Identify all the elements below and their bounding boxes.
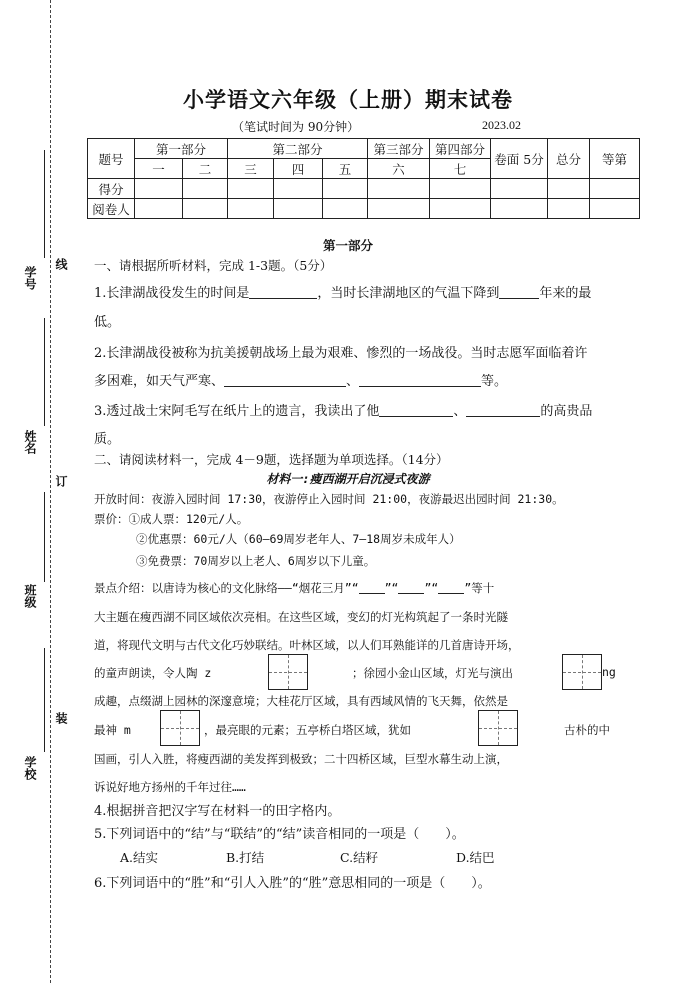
grader-row-label: 阅卷人	[88, 199, 135, 219]
class-field[interactable]	[44, 492, 45, 582]
exam-title: 小学语文六年级（上册）期末试卷	[183, 87, 513, 112]
score-cell[interactable]	[135, 179, 183, 199]
grader-cell[interactable]	[135, 199, 183, 219]
seal-mark: 装	[54, 712, 68, 724]
part-header-2: 第二部分	[228, 139, 368, 159]
character-grid-box[interactable]	[268, 654, 308, 690]
answer-blank[interactable]	[359, 579, 385, 594]
answer-blank[interactable]	[499, 284, 539, 299]
answer-blank[interactable]	[398, 579, 424, 594]
question-header-7: 七	[430, 159, 491, 179]
name-label: 姓名	[23, 430, 37, 454]
score-cell[interactable]	[590, 179, 640, 199]
bind-mark: 订	[54, 475, 68, 487]
part-header-1: 第一部分	[135, 139, 228, 159]
score-cell[interactable]	[323, 179, 368, 199]
q5-option-a[interactable]: A.结实	[120, 850, 159, 865]
intro-line-3: 道，将现代文明与古代文化巧妙联结。叶林区域，以人们耳熟能详的几首唐诗开场，	[94, 638, 520, 652]
intro-line-5: 成趣，点缀湖上园林的深邃意境；大桂花厅区域，具有西域风情的飞天舞，依然是	[94, 694, 508, 708]
grade-header: 等第	[590, 139, 640, 179]
answer-blank[interactable]	[249, 284, 317, 299]
grader-cell[interactable]	[548, 199, 590, 219]
question-4: 4.根据拼音把汉字写在材料一的田字格内。	[94, 804, 341, 819]
intro-line-7: 国画，引人入胜，将瘦西湖的美发挥到极致；二十四桥区域，巨型水幕生动上演，	[94, 752, 508, 766]
section1-instructions: 一、请根据所听材料，完成 1-3题。（5分）	[94, 258, 333, 273]
score-cell[interactable]	[183, 179, 228, 199]
ticket-free: ③免费票：70周岁以上老人、6周岁以下儿童。	[136, 554, 376, 568]
question-header-6: 六	[368, 159, 430, 179]
question-header-2: 二	[183, 159, 228, 179]
student-id-label: 学号	[23, 266, 37, 290]
question-6: 6.下列词语中的“胜”和“引人入胜”的“胜”意思相同的一项是（ ）。	[94, 876, 491, 891]
grader-cell[interactable]	[491, 199, 548, 219]
intro-line-6b: ，最亮眼的元素；五亭桥白塔区域，犹如	[204, 723, 411, 737]
name-field[interactable]	[44, 318, 45, 426]
intro-line-4b: ；徐园小金山区域，灯光与演出	[352, 666, 513, 680]
ticket-price: 票价：①成人票：120元/人。	[94, 512, 249, 526]
answer-blank[interactable]	[224, 372, 346, 387]
score-table	[87, 138, 640, 219]
part-header-3: 第三部分	[368, 139, 430, 159]
grader-cell[interactable]	[368, 199, 430, 219]
question-header-3: 三	[228, 159, 274, 179]
question-5: 5.下列词语中的“结”与“联结”的“结”读音相同的一项是（ ）。	[94, 827, 465, 842]
part-header-4: 第四部分	[430, 139, 491, 159]
intro-line-6a: 最神 m	[94, 723, 131, 737]
intro-line-4a: 的童声朗读，令人陶 z	[94, 666, 212, 680]
total-header: 总分	[548, 139, 590, 179]
question-3-cont: 质。	[94, 432, 121, 447]
question-2-cont: 多困难，如天气严寒、 、 等。	[94, 374, 508, 389]
class-label: 班级	[23, 584, 37, 608]
school-field[interactable]	[44, 648, 45, 752]
score-cell[interactable]	[430, 179, 491, 199]
answer-blank[interactable]	[466, 402, 540, 417]
grader-cell[interactable]	[274, 199, 323, 219]
section2-instructions: 二、请阅读材料一，完成 4－9题，选择题为单项选择。（14分）	[94, 452, 449, 467]
intro-line-2: 大主题在瘦西湖不同区域依次亮相。在这些区域，变幻的灯光构筑起了一条时光隧	[94, 610, 508, 624]
neatness-header: 卷面 5分	[491, 139, 548, 179]
score-cell[interactable]	[274, 179, 323, 199]
question-header-1: 一	[135, 159, 183, 179]
grader-cell[interactable]	[323, 199, 368, 219]
q5-option-b[interactable]: B.打结	[226, 850, 265, 865]
score-cell[interactable]	[548, 179, 590, 199]
exam-date: 2023.02	[482, 118, 521, 132]
question-3: 3.透过战士宋阿毛写在纸片上的遗言，我读出了他 、 的高贵品	[94, 404, 593, 419]
part1-heading: 第一部分	[322, 238, 373, 253]
material-title: 材料一:瘦西湖开启沉浸式夜游	[266, 472, 430, 486]
question-header-4: 四	[274, 159, 323, 179]
question-2: 2.长津湖战役被称为抗美援朝战场上最为艰难、惨烈的一场战役。当时志愿军面临着许	[94, 346, 588, 361]
grader-cell[interactable]	[183, 199, 228, 219]
binding-dashed-line	[50, 0, 51, 983]
answer-blank[interactable]	[438, 579, 464, 594]
character-grid-box[interactable]	[160, 710, 200, 746]
answer-blank[interactable]	[379, 402, 453, 417]
score-row-label: 得分	[88, 179, 135, 199]
grader-cell[interactable]	[228, 199, 274, 219]
line-mark: 线	[54, 258, 68, 270]
ticket-discount: ②优惠票：60元/人（60—69周岁老年人、7—18周岁未成年人）	[136, 532, 461, 546]
answer-blank[interactable]	[359, 372, 481, 387]
grader-cell[interactable]	[430, 199, 491, 219]
q5-option-c[interactable]: C.结籽	[340, 850, 379, 865]
intro-line-8: 诉说好地方扬州的千年过往……	[94, 780, 246, 794]
character-grid-box[interactable]	[478, 710, 518, 746]
character-grid-box[interactable]	[562, 654, 602, 690]
school-label: 学校	[23, 756, 37, 780]
question-1-cont: 低。	[94, 315, 121, 330]
score-cell[interactable]	[368, 179, 430, 199]
question-header-5: 五	[323, 159, 368, 179]
intro-line-1: 景点介绍：以唐诗为核心的文化脉络——“烟花三月”“ ”“ ”“ ”等十	[94, 581, 495, 595]
exam-duration: （笔试时间为 90分钟）	[232, 120, 360, 134]
open-time: 开放时间：夜游入园时间 17:30，夜游停止入园时间 21:00，夜游最迟出园时间 21:30。	[94, 492, 564, 506]
q5-option-d[interactable]: D.结巴	[456, 850, 495, 865]
intro-line-4c: ng	[602, 665, 616, 679]
grader-cell[interactable]	[590, 199, 640, 219]
score-cell[interactable]	[491, 179, 548, 199]
question-1: 1.长津湖战役发生的时间是 ，当时长津湖地区的气温下降到 年来的最	[94, 286, 592, 301]
score-cell[interactable]	[228, 179, 274, 199]
question-number-header: 题号	[88, 139, 135, 179]
intro-line-6c: 古朴的中	[564, 723, 610, 737]
